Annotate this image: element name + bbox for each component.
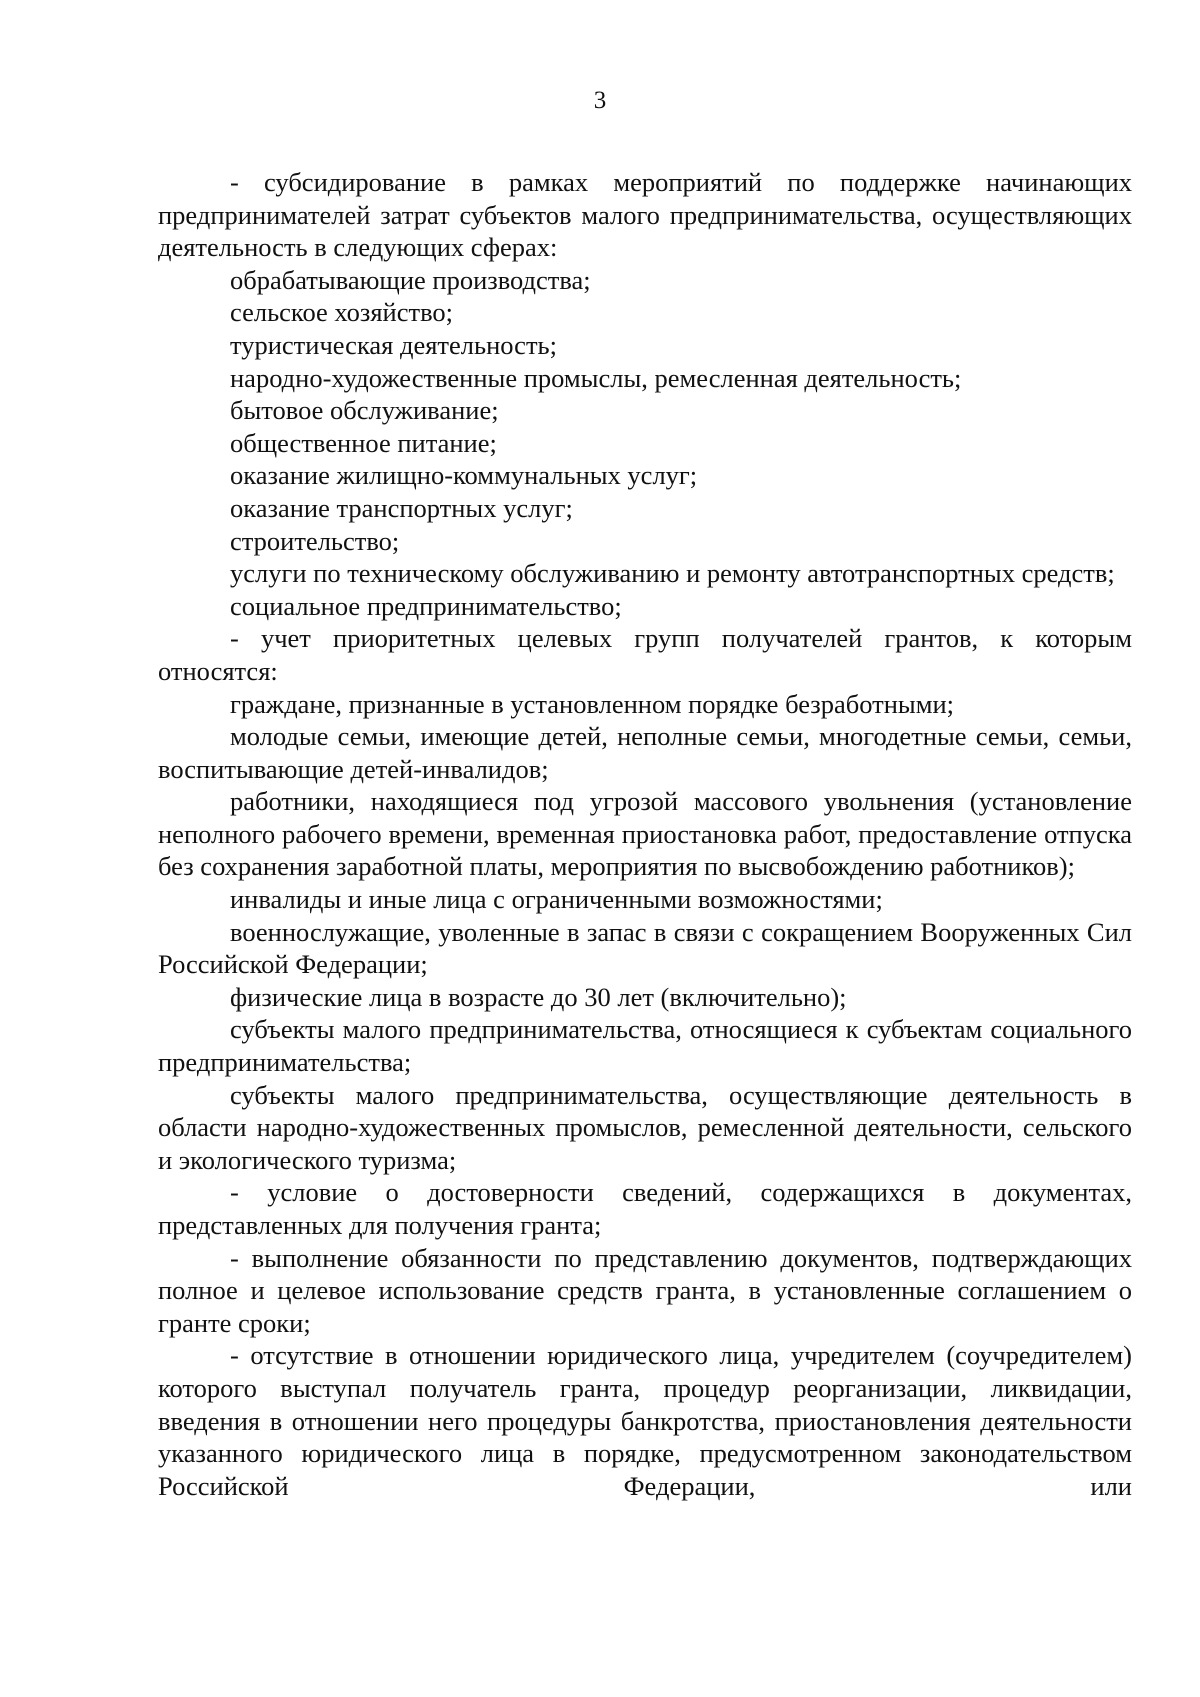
document-body xyxy=(158,166,1132,1502)
list-item: работники, находящиеся под угрозой массового увольнения (установление неполного рабочего времени, временная приостановка работ, предоставление отпуска без сохранения заработной платы, мероприятия по высвобождению работников); xyxy=(158,786,1132,882)
list-item: граждане, признанные в установленном порядке безработными; xyxy=(230,688,955,719)
list-item: инвалиды и иные лица с ограниченными возможностями; xyxy=(230,884,883,915)
list-item: туристическая деятельность; xyxy=(230,329,557,360)
paragraph: - субсидирование в рамках мероприятий по поддержке начинающих предпринимателей затрат субъектов малого предпринимательства, осуществляющих деятельность в следующих сферах: xyxy=(158,167,1132,263)
list-item: социальное предпринимательство; xyxy=(230,590,622,621)
list-item: строительство; xyxy=(230,525,400,556)
page-number: 3 xyxy=(593,87,607,114)
paragraph: - условие о достоверности сведений, содержащихся в документах, представленных для получения гранта; xyxy=(158,1177,1132,1240)
list-item: молодые семьи, имеющие детей, неполные семьи, многодетные семьи, семьи, воспитывающие детей-инвалидов; xyxy=(158,721,1132,784)
paragraph: - выполнение обязанности по представлению документов, подтверждающих полное и целевое использование средств гранта, в установленные соглашением о гранте сроки; xyxy=(158,1242,1132,1338)
list-item: субъекты малого предпринимательства, осуществляющие деятельность в области народно-художественных промыслов, ремесленной деятельности, сельского и экологического туризма; xyxy=(158,1079,1132,1175)
list-item: бытовое обслуживание; xyxy=(230,395,499,426)
list-item: оказание транспортных услуг; xyxy=(230,492,573,523)
list-item: сельское хозяйство; xyxy=(230,297,454,328)
list-item: обрабатывающие производства; xyxy=(230,264,591,295)
paragraph: - учет приоритетных целевых групп получателей грантов, к которым относятся: xyxy=(158,623,1132,686)
list-item: народно-художественные промыслы, ремесленная деятельность; xyxy=(230,362,962,393)
paragraph: - отсутствие в отношении юридического лица, учредителем (соучредителем) которого выступал получатель гранта, процедур реорганизации, ликвидации, введения в отношении него процедуры банкротства, приостановления деятельности указанного юридического лица в порядке, предусмотренном законодательством Российской Федерации, или xyxy=(158,1340,1132,1501)
list-item: военнослужащие, уволенные в запас в связи с сокращением Вооруженных Сил Российской Федерации; xyxy=(158,916,1132,980)
list-item: субъекты малого предпринимательства, относящиеся к субъектам социального предпринимательства; xyxy=(158,1014,1132,1078)
list-item: оказание жилищно-коммунальных услуг; xyxy=(230,460,698,491)
list-item: общественное питание; xyxy=(230,427,497,458)
list-item: услуги по техническому обслуживанию и ремонту автотранспортных средств; xyxy=(230,558,1115,589)
list-item: физические лица в возрасте до 30 лет (включительно); xyxy=(230,981,847,1012)
